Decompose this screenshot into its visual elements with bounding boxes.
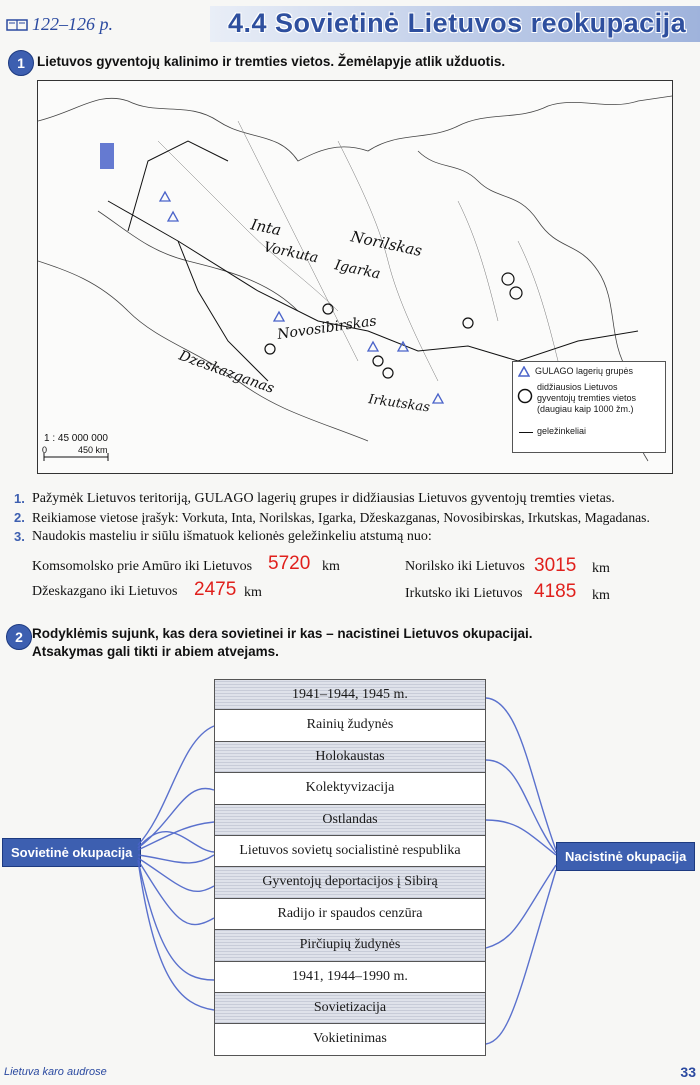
distance-dzeskazgan-answer[interactable]: 2475 [194,579,237,600]
table-row[interactable]: Holokaustas [214,742,486,773]
subtask-3-text: Naudokis masteliu ir siūlu išmatuok kelionės geležinkeliu atstumą nuo: [32,529,432,544]
table-row[interactable]: Ostlandas [214,805,486,836]
distance-komsomolsk-question: Komsomolsko prie Amūro iki Lietuvos [32,559,253,574]
table-row[interactable]: Gyventojų deportacijos į Sibirą [214,867,486,898]
distance-norilsk-answer[interactable]: 3015 [534,555,577,576]
table-row[interactable]: 1941–1944, 1945 m. [214,679,486,710]
table-row[interactable]: Radijo ir spaudos cenzūra [214,899,486,930]
legend-deport-3: (daugiau kaip 1000 žm.) [537,404,634,414]
legend-rail: geležinkeliai [537,426,587,436]
nazi-occupation-box[interactable]: Nacistinė okupacija [556,842,695,871]
distance-norilsk-question: Norilsko iki Lietuvos [405,559,525,574]
scale-zero: 0 [42,445,48,455]
distance-dzeskazgan-unit: km [244,585,262,600]
distance-komsomolsk-answer[interactable]: 5720 [268,553,311,574]
gulag-triangle-icon [518,366,530,377]
distance-dzeskazgan-question: Džeskazgano iki Lietuvos [32,584,178,599]
scale-ratio: 1 : 45 000 000 [44,433,108,444]
task-1-number: 1 [8,50,34,76]
legend-gulag: GULAGO lagerių grupės [535,366,634,376]
subtask-2-text: Reikiamose vietose įrašyk: Vorkuta, Inta, Norilskas, Igarka, Džeskazganas, Novosibirskas, Irkutskas, Magadanas. [32,510,650,525]
handwritten-igarka: Igarka [333,257,382,283]
task-1-text: Lietuvos gyventojų kalinimo ir tremties vietos. Žemėlapyje atlik užduotis. [37,54,506,69]
legend-deport-1: didžiausios Lietuvos [537,382,618,392]
deportation-circle-icon [517,388,533,404]
subtask-1-text: Pažymėk Lietuvos teritoriją, GULAGO lagerių grupes ir didžiausias Lietuvos gyventojų tremties vietas. [32,491,615,506]
table-row[interactable]: Lietuvos sovietų socialistinė respublika [214,836,486,867]
book-icon [6,18,28,32]
task-2-text-line-2: Atsakymas gali tikti ir abiem atvejams. [32,644,279,659]
handwritten-dzeskazganas: Dzeskazganas [176,347,277,398]
handwritten-inta: Inta [249,215,283,240]
table-row[interactable]: 1941, 1944–1990 m. [214,962,486,993]
subtask-2-number: 2. [14,510,25,525]
table-row[interactable]: Kolektyvizacija [214,773,486,804]
connection-lines [0,660,700,1060]
subtask-3-number: 3. [14,529,25,544]
ussr-map [37,80,673,474]
railway-line-icon [519,432,533,433]
page-number: 33 [680,1064,696,1080]
page-reference: 122–126 p. [32,14,113,34]
table-row[interactable]: Vokietinimas [214,1024,486,1055]
map-legend [512,361,666,453]
task-2-number: 2 [6,624,32,650]
handwritten-vorkuta: Vorkuta [262,239,320,267]
subtask-1-number: 1. [14,491,25,506]
distance-irkutsk-answer[interactable]: 4185 [534,581,577,602]
distance-irkutsk-question: Irkutsko iki Lietuvos [405,586,523,601]
distance-komsomolsk-unit: km [322,559,340,574]
handwritten-novosibirskas: Novosibirskas [276,313,378,343]
table-row[interactable]: Sovietizacija [214,993,486,1024]
table-row[interactable]: Pirčiupių žudynės [214,930,486,961]
map-scale [42,433,108,461]
distance-norilsk-unit: km [592,561,610,576]
distance-irkutsk-unit: km [592,588,610,603]
scale-km: 450 km [78,445,108,455]
book-title: Lietuva karo audrose [4,1066,107,1078]
table-row[interactable]: Rainių žudynės [214,710,486,741]
page-title: 4.4 Sovietinė Lietuvos reokupacija [228,8,687,38]
handwritten-irkutskas: Irkutskas [367,392,431,416]
handwritten-norilskas: Norilskas [349,227,424,260]
legend-deport-2: gyventojų tremties vietos [537,393,637,403]
task-2-text-line-1: Rodyklėmis sujunk, kas dera sovietinei ir kas – nacistinei Lietuvos okupacijai. [32,626,533,641]
soviet-occupation-box[interactable]: Sovietinė okupacija [2,838,141,867]
